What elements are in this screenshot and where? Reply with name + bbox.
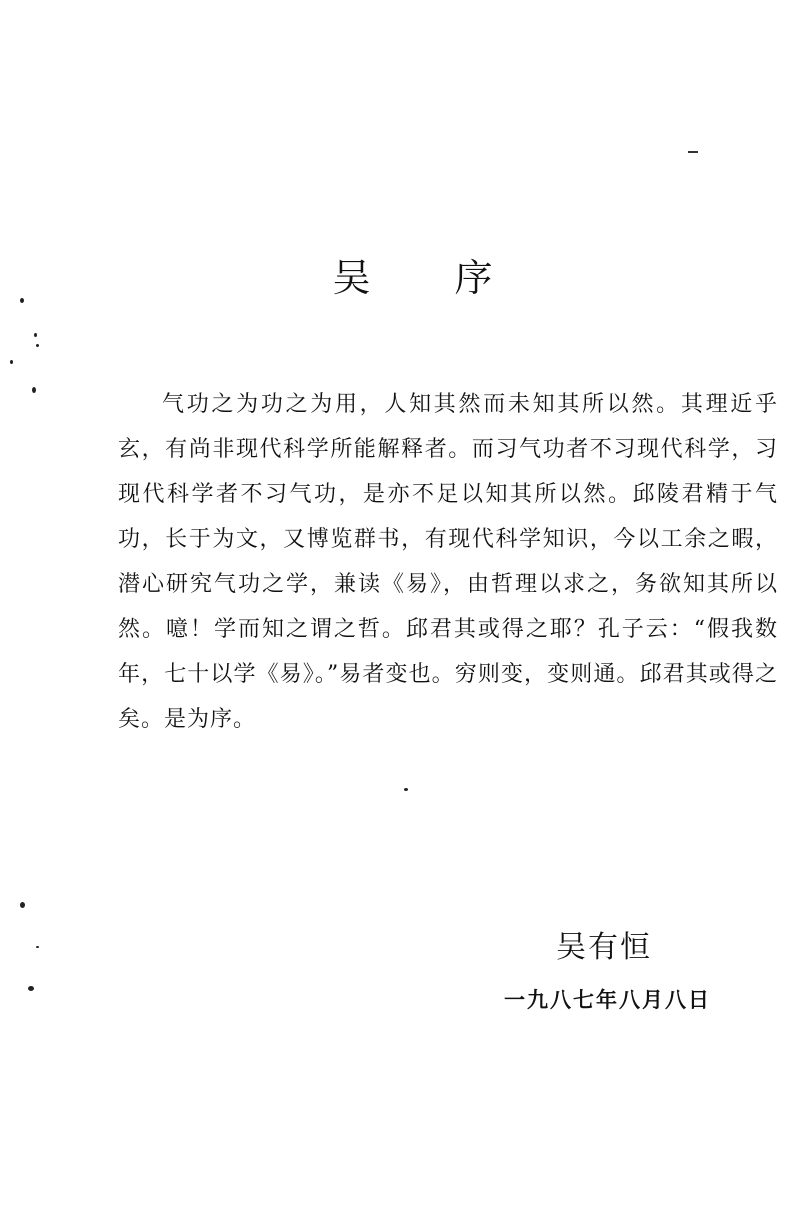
scan-speck bbox=[32, 387, 36, 393]
scan-speck bbox=[10, 360, 13, 364]
page-title: 吴 序 bbox=[332, 256, 529, 301]
scan-mark bbox=[688, 151, 698, 153]
scan-speck bbox=[36, 946, 39, 948]
preface-body: 气功之为功之为用，人知其然而未知其所以然。其理近乎玄，有尚非现代科学所能解释者。而习气功者不习现代科学，习现代科学者不习气功，是亦不足以知其所以然。邱陵君精于气功，长于为文，又博览群书，有现代科学知识，今以工余之暇，潜心研究气功之学，兼读《易》，由哲理以求之，务欲知其所以然。噫！学而知之谓之哲。邱君其或得之耶？孔子云：“假我数年，七十以学《易》。”易者变也。穷则变，变则通。邱君其或得之矣。是为序。 bbox=[118, 392, 778, 732]
scan-speck bbox=[404, 788, 408, 791]
scan-speck bbox=[36, 344, 39, 347]
scan-speck bbox=[28, 986, 34, 991]
preface-date: 一九八七年八月八日 bbox=[504, 987, 711, 1012]
scan-speck bbox=[20, 902, 25, 908]
scan-speck bbox=[34, 333, 37, 337]
author-signature: 吴有恒 bbox=[556, 930, 652, 965]
